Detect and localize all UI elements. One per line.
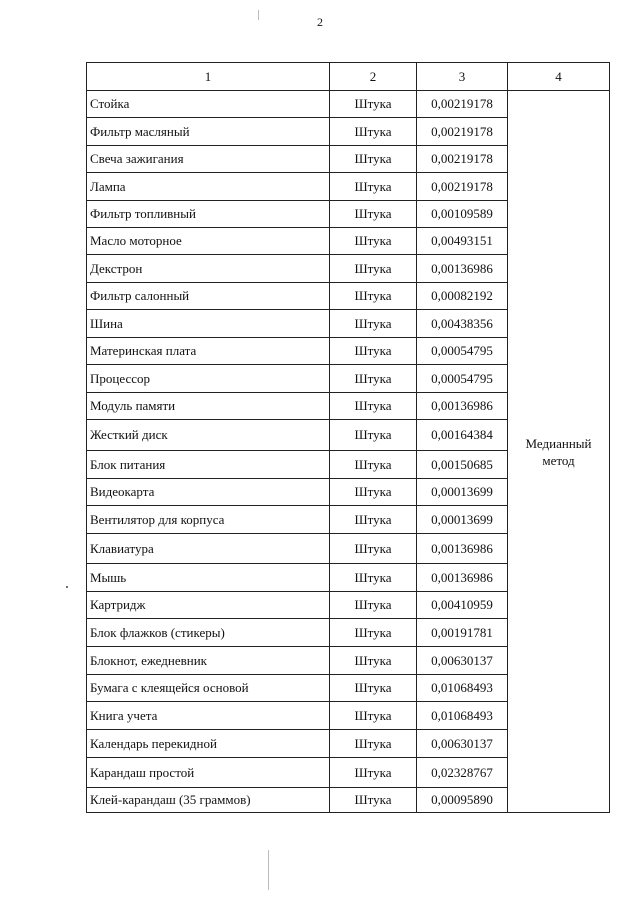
page-number: 2 <box>317 15 323 29</box>
item-name-cell: Картридж <box>87 592 330 619</box>
unit-cell: Штука <box>330 365 417 393</box>
quantity-cell: 0,00054795 <box>417 338 508 365</box>
item-name-cell: Клей-карандаш (35 граммов) <box>87 788 330 813</box>
quantity-cell: 0,00493151 <box>417 228 508 255</box>
unit-cell: Штука <box>330 173 417 201</box>
item-name-cell: Фильтр топливный <box>87 201 330 228</box>
unit-cell: Штука <box>330 730 417 758</box>
quantity-cell: 0,00410959 <box>417 592 508 619</box>
column-header: 4 <box>508 63 610 91</box>
unit-cell: Штука <box>330 758 417 788</box>
unit-cell: Штука <box>330 338 417 365</box>
item-name-cell: Свеча зажигания <box>87 146 330 173</box>
quantity-cell: 0,00136986 <box>417 255 508 283</box>
unit-cell: Штука <box>330 393 417 420</box>
item-name-cell: Блок флажков (стикеры) <box>87 619 330 647</box>
unit-cell: Штука <box>330 228 417 255</box>
quantity-cell: 0,00219178 <box>417 146 508 173</box>
quantity-cell: 0,00219178 <box>417 91 508 118</box>
quantity-cell: 0,00438356 <box>417 310 508 338</box>
item-name-cell: Декстрон <box>87 255 330 283</box>
unit-cell: Штука <box>330 564 417 592</box>
scan-artifact <box>66 586 68 588</box>
unit-cell: Штука <box>330 255 417 283</box>
column-header: 3 <box>417 63 508 91</box>
scan-artifact <box>258 10 259 20</box>
item-name-cell: Мышь <box>87 564 330 592</box>
item-name-cell: Материнская плата <box>87 338 330 365</box>
item-name-cell: Карандаш простой <box>87 758 330 788</box>
unit-cell: Штука <box>330 675 417 702</box>
method-cell: Медианный метод <box>508 91 610 813</box>
table-header-row <box>87 63 610 91</box>
item-name-cell: Блок питания <box>87 451 330 479</box>
item-name-cell: Фильтр салонный <box>87 283 330 310</box>
unit-cell: Штука <box>330 534 417 564</box>
unit-cell: Штука <box>330 451 417 479</box>
unit-cell: Штука <box>330 592 417 619</box>
quantity-cell: 0,00219178 <box>417 118 508 146</box>
unit-cell: Штука <box>330 118 417 146</box>
quantity-cell: 0,00136986 <box>417 393 508 420</box>
item-name-cell: Масло моторное <box>87 228 330 255</box>
item-name-cell: Бумага с клеящейся основой <box>87 675 330 702</box>
item-name-cell: Клавиатура <box>87 534 330 564</box>
quantity-cell: 0,02328767 <box>417 758 508 788</box>
item-name-cell: Процессор <box>87 365 330 393</box>
unit-cell: Штука <box>330 420 417 451</box>
unit-cell: Штука <box>330 283 417 310</box>
quantity-cell: 0,00013699 <box>417 506 508 534</box>
unit-cell: Штука <box>330 91 417 118</box>
table-row <box>87 91 610 118</box>
item-name-cell: Шина <box>87 310 330 338</box>
item-name-cell: Видеокарта <box>87 479 330 506</box>
quantity-cell: 0,00150685 <box>417 451 508 479</box>
column-header: 2 <box>330 63 417 91</box>
quantity-cell: 0,00219178 <box>417 173 508 201</box>
quantity-cell: 0,00164384 <box>417 420 508 451</box>
quantity-cell: 0,01068493 <box>417 702 508 730</box>
quantity-cell: 0,01068493 <box>417 675 508 702</box>
item-name-cell: Модуль памяти <box>87 393 330 420</box>
item-name-cell: Книга учета <box>87 702 330 730</box>
item-name-cell: Блокнот, ежедневник <box>87 647 330 675</box>
item-name-cell: Вентилятор для корпуса <box>87 506 330 534</box>
item-name-cell: Стойка <box>87 91 330 118</box>
item-name-cell: Жесткий диск <box>87 420 330 451</box>
unit-cell: Штука <box>330 506 417 534</box>
quantity-cell: 0,00082192 <box>417 283 508 310</box>
unit-cell: Штука <box>330 146 417 173</box>
quantity-cell: 0,00136986 <box>417 564 508 592</box>
quantity-cell: 0,00013699 <box>417 479 508 506</box>
item-name-cell: Лампа <box>87 173 330 201</box>
unit-cell: Штука <box>330 647 417 675</box>
quantity-cell: 0,00630137 <box>417 730 508 758</box>
quantity-cell: 0,00136986 <box>417 534 508 564</box>
unit-cell: Штука <box>330 479 417 506</box>
scan-artifact <box>268 850 269 890</box>
quantity-cell: 0,00191781 <box>417 619 508 647</box>
quantity-cell: 0,00095890 <box>417 788 508 813</box>
quantity-cell: 0,00109589 <box>417 201 508 228</box>
quantity-cell: 0,00054795 <box>417 365 508 393</box>
unit-cell: Штука <box>330 788 417 813</box>
unit-cell: Штука <box>330 201 417 228</box>
unit-cell: Штука <box>330 619 417 647</box>
quantity-cell: 0,00630137 <box>417 647 508 675</box>
item-name-cell: Фильтр масляный <box>87 118 330 146</box>
unit-cell: Штука <box>330 702 417 730</box>
item-name-cell: Календарь перекидной <box>87 730 330 758</box>
data-table <box>86 62 610 813</box>
column-header: 1 <box>87 63 330 91</box>
unit-cell: Штука <box>330 310 417 338</box>
